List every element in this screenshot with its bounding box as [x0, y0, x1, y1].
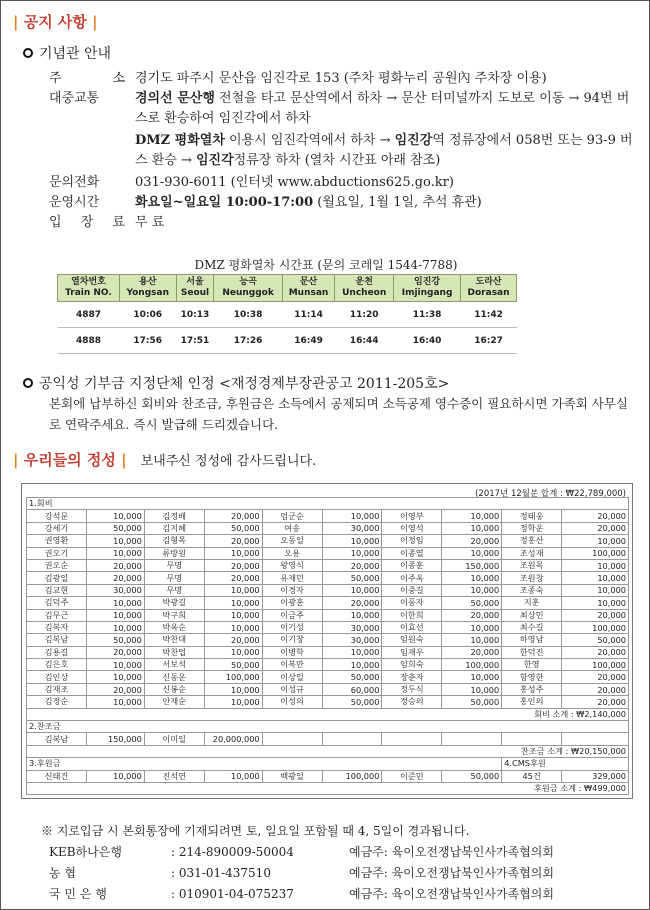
circle-bullet-icon [23, 378, 33, 388]
name-cell: 김복남 [27, 733, 87, 745]
name-cell: 신태건 [27, 770, 87, 782]
table-row [27, 584, 629, 596]
name-cell: 이풍자 [382, 597, 442, 609]
name-cell: 김인상 [27, 671, 87, 683]
train-cell: 16:44 [335, 328, 394, 354]
memorial-heading: 기념관 안내 [23, 43, 111, 63]
name-cell: 이미일 [144, 733, 204, 745]
name-cell: 김지혜 [144, 522, 204, 534]
bank-row [49, 863, 554, 884]
amount-cell: 30,000 [322, 634, 382, 646]
amount-cell: 10,000 [442, 671, 502, 683]
amount-cell: 10,000 [86, 535, 144, 547]
train-header-ko: 용산 [139, 277, 157, 287]
amount-cell: 100,000 [442, 659, 502, 671]
amount-cell: 10,000 [86, 510, 144, 522]
train-header-ko: 도라산 [475, 277, 502, 287]
name-cell: 김광일 [27, 572, 87, 584]
bank-account: : 010901-04-075237 [171, 887, 294, 901]
name-cell: 박구희 [144, 609, 204, 621]
name-cell: 김복자 [27, 621, 87, 633]
name-cell: 홍인의 [502, 696, 562, 708]
name-cell: 최상민 [502, 609, 562, 621]
amount-cell: 10,000 [442, 522, 502, 534]
amount-cell: 50,000 [442, 770, 502, 782]
name-cell: 권영환 [27, 535, 87, 547]
amount-cell: 329,000 [562, 770, 629, 782]
amount-cell: 50,000 [442, 696, 502, 708]
amount-cell: 30,000 [322, 621, 382, 633]
table-row [27, 535, 629, 547]
name-cell: 정홍산 [502, 535, 562, 547]
table-row [27, 609, 629, 621]
amount-cell: 20,000 [204, 510, 262, 522]
amount-cell: 10,000 [86, 621, 144, 633]
train-cell: 16:49 [282, 328, 335, 354]
amount-cell: 50,000 [562, 634, 629, 646]
amount-cell: 100,000 [562, 621, 629, 633]
name-cell: 이광훈 [262, 597, 322, 609]
train-header-2 [176, 275, 214, 302]
circle-bullet-icon [23, 48, 33, 58]
section-label: 2.찬조금 [27, 721, 629, 733]
amount-cell: 100,000 [562, 547, 629, 559]
amount-cell: 10,000 [442, 572, 502, 584]
name-cell: 안재순 [144, 696, 204, 708]
table-row [27, 782, 629, 794]
amount-cell: 10,000 [562, 535, 629, 547]
amount-cell: 100,000 [322, 770, 382, 782]
amount-cell: 20,000 [442, 609, 502, 621]
amount-cell: 50,000 [322, 671, 382, 683]
name-cell: 이중길 [382, 584, 442, 596]
train-header-ko: 열차번호 [71, 277, 106, 287]
name-cell: 김정순 [27, 696, 87, 708]
amount-cell: 10,000 [86, 659, 144, 671]
train-header-7 [461, 275, 517, 302]
name-cell: 하영남 [502, 634, 562, 646]
name-cell: 홍성주 [502, 683, 562, 695]
table-row [27, 770, 629, 782]
name-cell: 이주옥 [382, 572, 442, 584]
name-cell: 김덕주 [27, 597, 87, 609]
name-cell: 백광일 [262, 770, 322, 782]
amount-cell: 20,000 [204, 559, 262, 571]
amount-cell: 20,000 [562, 683, 629, 695]
amount-cell: 20,000 [86, 572, 144, 584]
subtotal: 회비 소계 : ₩2,140,000 [27, 708, 629, 720]
name-cell: 이경자 [262, 584, 322, 596]
bank-name: 농 협 [49, 866, 76, 880]
train-header-4 [282, 275, 335, 302]
section-label: 4.CMS후원 [502, 758, 629, 770]
name-cell: 박옥순 [144, 621, 204, 633]
amount-cell: 20,000 [562, 696, 629, 708]
train-header-en: Yongsan [126, 288, 169, 298]
name-cell: 이성의 [262, 696, 322, 708]
train-row [58, 302, 517, 328]
train-header-6 [394, 275, 461, 302]
name-cell: 이종열 [382, 547, 442, 559]
train-cell: 10:38 [214, 302, 282, 328]
public-heading: 공익성 기부금 지정단체 인정 <재정경제부장관공고 2011-205호> [23, 373, 449, 393]
subtotal: 후원금 소계 : ₩499,000 [27, 782, 629, 794]
table-row [27, 510, 629, 522]
memorial-info: 주 소 경기도 파주시 문산읍 임진각로 153 (주차 평화누리 공원內 주차장 이용) 대중교통 경의선 문산행 전철을 타고 문산역에서 하차 → 문산 터미널까지 도보로 이동 → 94번 버스로 환승하여 임진각에서 하차 DMZ 평화열차 이용시 임진각역에서 하차 → 임진강역 정류장에서 058번 또는 93-9 버스 환승 → 임진각정류장 하차 (열차 시간표 아래 참조) 문의전화 031-930-6011 (인터넷 www.abductions625.go.kr) 운영시간 화요일~일요일 10:00-17:00 (월요일, 1월 1일, 추석 휴관) 입 장 료 무 료 [49, 71, 633, 230]
amount-cell: 10,000 [86, 547, 144, 559]
name-cell: 한영 [502, 659, 562, 671]
train-header-ko: 능곡 [239, 277, 257, 287]
amount-cell: 20,000 [204, 634, 262, 646]
amount-cell: 10,000 [562, 584, 629, 596]
train-timetable [57, 274, 517, 354]
notice-title: 공지 사항 [23, 13, 87, 31]
table-row [27, 646, 629, 658]
amount-cell: 50,000 [204, 659, 262, 671]
name-cell: 정학운 [502, 522, 562, 534]
amount-cell: 20,000 [562, 510, 629, 522]
bank-name: KEB하나은행 [49, 845, 122, 859]
name-cell: 이정임 [382, 535, 442, 547]
amount-cell: 50,000 [86, 634, 144, 646]
section-label: 3.후원금 [27, 758, 502, 770]
name-cell: 조종숙 [502, 584, 562, 596]
amount-cell: 10,000 [204, 597, 262, 609]
table-row [27, 745, 629, 757]
table-cell [562, 733, 629, 745]
amount-cell: 20,000 [562, 609, 629, 621]
name-cell: 김복남 [27, 634, 87, 646]
name-cell: 오용 [262, 547, 322, 559]
name-cell: 이영석 [382, 522, 442, 534]
train-header-0 [58, 275, 120, 302]
amount-cell: 50,000 [86, 522, 144, 534]
name-cell: 이상일 [262, 671, 322, 683]
train-cell: 17:26 [214, 328, 282, 354]
amount-cell: 150,000 [442, 559, 502, 571]
name-cell: 유재민 [262, 572, 322, 584]
name-cell: 최수길 [502, 621, 562, 633]
amount-cell: 10,000 [204, 683, 262, 695]
amount-cell: 50,000 [442, 597, 502, 609]
amount-cell: 100,000 [562, 659, 629, 671]
name-cell: 서보석 [144, 659, 204, 671]
amount-cell: 10,000 [562, 572, 629, 584]
amount-cell: 10,000 [322, 609, 382, 621]
train-header-ko: 임진강 [414, 277, 441, 287]
amount-cell: 20,000 [86, 646, 144, 658]
name-cell: 진석연 [144, 770, 204, 782]
name-cell: 권오순 [27, 559, 87, 571]
train-header-en: Train NO. [65, 288, 112, 298]
name-cell: 조성재 [502, 547, 562, 559]
bank-holder: 예금주: 육이오전쟁납북인사가족협의회 [349, 866, 554, 880]
name-cell: 김정배 [144, 510, 204, 522]
train-cell: 16:40 [394, 328, 461, 354]
amount-cell: 10,000 [204, 770, 262, 782]
table-cell [262, 733, 322, 745]
amount-cell: 50,000 [204, 522, 262, 534]
name-cell: 함영한 [502, 671, 562, 683]
train-cell: 16:27 [461, 328, 517, 354]
name-cell: 무명 [144, 572, 204, 584]
name-cell: 류방원 [144, 547, 204, 559]
train-cell: 11:14 [282, 302, 335, 328]
amount-cell: 10,000 [442, 621, 502, 633]
name-cell: 박광길 [144, 597, 204, 609]
table-row [27, 758, 629, 770]
table-row [27, 498, 629, 510]
train-cell: 17:56 [119, 328, 176, 354]
amount-cell: 10,000 [322, 659, 382, 671]
table-row [27, 733, 629, 745]
name-cell: 임원숙 [382, 634, 442, 646]
table-row [27, 708, 629, 720]
name-cell: 강세기 [27, 522, 87, 534]
amount-cell: 100,000 [204, 671, 262, 683]
amount-cell: 10,000 [204, 621, 262, 633]
donation-total: (2017년 12월분 합계 : ₩22,789,000) [475, 489, 626, 499]
train-cell: 4888 [58, 328, 120, 354]
name-cell: 권오기 [27, 547, 87, 559]
amount-cell: 10,000 [204, 609, 262, 621]
section-label: 1.회비 [27, 498, 629, 510]
amount-cell: 150,000 [86, 733, 144, 745]
name-cell: 장춘자 [382, 671, 442, 683]
name-cell: 김교현 [27, 584, 87, 596]
train-cell: 17:51 [176, 328, 214, 354]
name-cell: 오동일 [262, 535, 322, 547]
thanks-text: 보내주신 정성에 감사드립니다. [140, 454, 317, 469]
train-header-1 [119, 275, 176, 302]
train-cell: 11:20 [335, 302, 394, 328]
name-cell: 조원목 [502, 559, 562, 571]
table-row [27, 559, 629, 571]
bank-row [49, 884, 554, 905]
bank-account: : 214-890009-50004 [171, 845, 294, 859]
train-header-ko: 문산 [299, 277, 318, 287]
train-header-5 [335, 275, 394, 302]
amount-cell: 10,000 [322, 584, 382, 596]
name-cell: 이영부 [382, 510, 442, 522]
table-row [27, 671, 629, 683]
name-cell: 김은호 [27, 659, 87, 671]
name-cell: 정태웅 [502, 510, 562, 522]
table-cell [502, 733, 562, 745]
table-row [27, 621, 629, 633]
train-cell: 11:38 [394, 302, 461, 328]
train-header-en: Uncheon [342, 288, 387, 298]
table-cell [442, 733, 502, 745]
table-row [27, 547, 629, 559]
name-cell: 이병학 [262, 646, 322, 658]
table-row [27, 683, 629, 695]
name-cell: 이종훈 [382, 559, 442, 571]
amount-cell: 20,000 [562, 646, 629, 658]
table-row [27, 659, 629, 671]
name-cell: 이한희 [382, 609, 442, 621]
name-cell: 조원창 [502, 572, 562, 584]
subtotal: 찬조금 소계 : ₩20,150,000 [27, 745, 629, 757]
amount-cell: 20,000,000 [204, 733, 262, 745]
name-cell: 신봉순 [144, 683, 204, 695]
table-row [27, 597, 629, 609]
amount-cell: 10,000 [322, 646, 382, 658]
train-header-en: Dorasan [467, 288, 510, 298]
bank-name: 국 민 은 행 [49, 887, 107, 901]
train-header-en: Neunggok [222, 288, 274, 298]
name-cell: 임재우 [382, 646, 442, 658]
name-cell: 정승의 [382, 696, 442, 708]
amount-cell: 10,000 [442, 683, 502, 695]
amount-cell: 20,000 [322, 597, 382, 609]
train-cell: 4887 [58, 302, 120, 328]
amount-cell: 10,000 [442, 634, 502, 646]
name-cell: 이복만 [262, 659, 322, 671]
name-cell: 한덕진 [502, 646, 562, 658]
name-cell: 여송 [262, 522, 322, 534]
amount-cell: 10,000 [204, 584, 262, 596]
table-row [27, 572, 629, 584]
train-cell: 10:13 [176, 302, 214, 328]
train-header-en: Seoul [180, 288, 210, 298]
amount-cell: 60,000 [322, 683, 382, 695]
train-header-ko: 서울 [186, 277, 204, 287]
name-cell: 김용길 [27, 646, 87, 658]
amount-cell: 10,000 [86, 671, 144, 683]
name-cell: 박찬대 [144, 634, 204, 646]
train-header-en: Munsan [288, 288, 329, 298]
name-cell: 김형목 [144, 535, 204, 547]
name-cell: 이효선 [382, 621, 442, 633]
amount-cell: 20,000 [86, 559, 144, 571]
name-cell: 엄군순 [262, 510, 322, 522]
name-cell: 김재조 [27, 683, 87, 695]
table-row [27, 522, 629, 534]
bank-holder: 예금주: 육이오전쟁납북인사가족협의회 [349, 887, 554, 901]
amount-cell: 10,000 [322, 535, 382, 547]
amount-cell: 30,000 [322, 522, 382, 534]
amount-cell: 10,000 [86, 597, 144, 609]
amount-cell: 20,000 [562, 522, 629, 534]
train-cell: 10:06 [119, 302, 176, 328]
train-cell: 11:42 [461, 302, 517, 328]
bank-holder: 예금주: 육이오전쟁납북인사가족협의회 [349, 845, 554, 859]
footer-note: ※ 지로입금 시 본회통장에 기재되려면 토, 일요일 포함될 때 4, 5일이 경과됩니다. KEB하나은행 : 214-890009-50004 예금주: 육이오전쟁납북인사가족협의회 농 협 : 031-01-437510 예금주: 육이오전쟁납북인사가족협의회 국 민 은 행 : 010901-04-075237 예금주: 육이오전쟁납북인사가족협의회 [41, 821, 554, 905]
table-row [27, 696, 629, 708]
name-cell: 이기성 [262, 621, 322, 633]
bank-account: : 031-01-437510 [171, 866, 271, 880]
amount-cell: 10,000 [86, 696, 144, 708]
amount-cell: 10,000 [322, 510, 382, 522]
amount-cell: 20,000 [322, 559, 382, 571]
bank-row [49, 842, 554, 863]
table-cell [322, 733, 382, 745]
amount-cell: 20,000 [204, 572, 262, 584]
amount-cell: 10,000 [322, 547, 382, 559]
train-header-3 [214, 275, 282, 302]
name-cell: 박찬업 [144, 646, 204, 658]
amount-cell: 10,000 [86, 609, 144, 621]
name-cell: 이성규 [262, 683, 322, 695]
name-cell: 45건 [502, 770, 562, 782]
amount-cell: 10,000 [442, 584, 502, 596]
amount-cell: 30,000 [86, 584, 144, 596]
amount-cell: 10,000 [562, 559, 629, 571]
name-cell: 무명 [144, 559, 204, 571]
amount-cell: 20,000 [442, 535, 502, 547]
table-row [27, 721, 629, 733]
amount-cell: 20,000 [442, 646, 502, 658]
amount-cell: 20,000 [562, 671, 629, 683]
donation-table [26, 497, 629, 795]
notice-heading: | 공지 사항 | [13, 12, 98, 31]
public-body: 본회에 납부하신 회비와 찬조금, 후원금은 소득에서 공제되며 소득공제 영수증이 필요하시면 가족회 사무실로 연락주세요. 즉시 발급해 드리겠습니다. [49, 396, 628, 432]
name-cell: 이금주 [262, 609, 322, 621]
name-cell: 임희숙 [382, 659, 442, 671]
amount-cell: 10,000 [442, 547, 502, 559]
amount-cell: 50,000 [322, 696, 382, 708]
amount-cell: 10,000 [442, 510, 502, 522]
name-cell: 지훈 [502, 597, 562, 609]
table-row [27, 634, 629, 646]
amount-cell: 10,000 [204, 646, 262, 658]
name-cell: 무명 [144, 584, 204, 596]
amount-cell: 10,000 [86, 770, 144, 782]
name-cell: 김무근 [27, 609, 87, 621]
amount-cell: 10,000 [204, 696, 262, 708]
train-row [58, 328, 517, 354]
name-cell: 정두식 [382, 683, 442, 695]
name-cell: 이준민 [382, 770, 442, 782]
amount-cell: 20,000 [86, 683, 144, 695]
amount-cell: 10,000 [562, 597, 629, 609]
name-cell: 왕영식 [262, 559, 322, 571]
name-cell: 이기창 [262, 634, 322, 646]
train-header-en: Imjingang [401, 288, 453, 298]
train-timetable-title: DMZ 평화열차 시간표 (문의 코레일 1544-7788) [194, 258, 458, 272]
amount-cell: 10,000 [204, 547, 262, 559]
devotion-heading: | 우리들의 정성 | 보내주신 정성에 감사드립니다. [13, 450, 317, 469]
train-header-ko: 운천 [355, 277, 373, 287]
amount-cell: 50,000 [322, 572, 382, 584]
amount-cell: 20,000 [204, 535, 262, 547]
name-cell: 강석문 [27, 510, 87, 522]
table-cell [382, 733, 442, 745]
name-cell: 신동운 [144, 671, 204, 683]
